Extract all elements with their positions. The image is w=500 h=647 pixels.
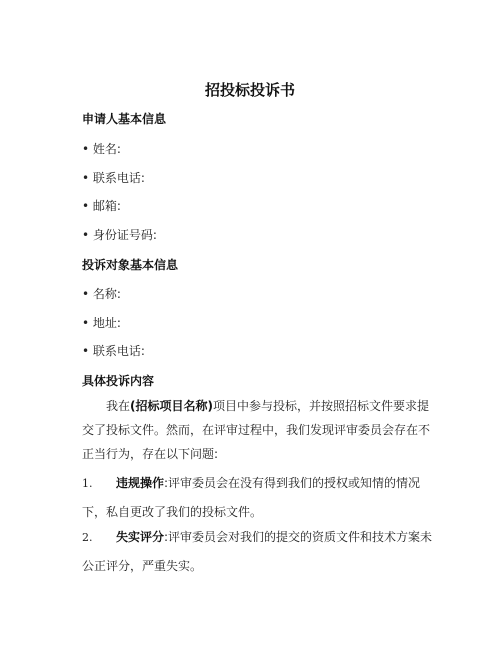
respondent-name-field: • 名称: <box>82 287 121 301</box>
intro-suffix: 项目中参与投标，并按照招标文件要求提交了投标文件。然而，在评审过程中，我们发现评审委员会存在不正当行为，存在以下问题: <box>82 399 431 461</box>
applicant-heading: 申请人基本信息 <box>82 112 167 126</box>
complaint-intro-paragraph <box>82 394 440 466</box>
respondent-phone-field: • 联系电话: <box>82 344 145 358</box>
applicant-name-field: • 姓名: <box>82 142 121 156</box>
complaint-item-2 <box>82 523 440 580</box>
item-number: 2. <box>82 531 93 544</box>
item-number: 1. <box>82 477 93 490</box>
applicant-phone-field: • 联系电话: <box>82 171 145 185</box>
applicant-id-field: • 身份证号码: <box>82 228 157 242</box>
complaint-item-1 <box>82 469 440 526</box>
document-title: 招投标投诉书 <box>204 81 295 99</box>
item-label: 失实评分 <box>116 530 165 544</box>
item-text: :评审委员会在没有得到我们的授权或知情的情况下，私自更改了我们的投标文件。 <box>82 476 421 519</box>
item-label: 违规操作 <box>116 476 165 490</box>
intro-prefix: 我在 <box>106 399 131 413</box>
complaint-heading: 具体投诉内容 <box>82 374 155 388</box>
respondent-heading: 投诉对象基本信息 <box>82 258 179 272</box>
respondent-address-field: • 地址: <box>82 316 121 330</box>
item-text: :评审委员会对我们的提交的资质文件和技术方案未公正评分，严重失实。 <box>82 530 433 573</box>
project-name-placeholder: (招标项目名称) <box>130 399 213 413</box>
applicant-email-field: • 邮箱: <box>82 199 121 213</box>
